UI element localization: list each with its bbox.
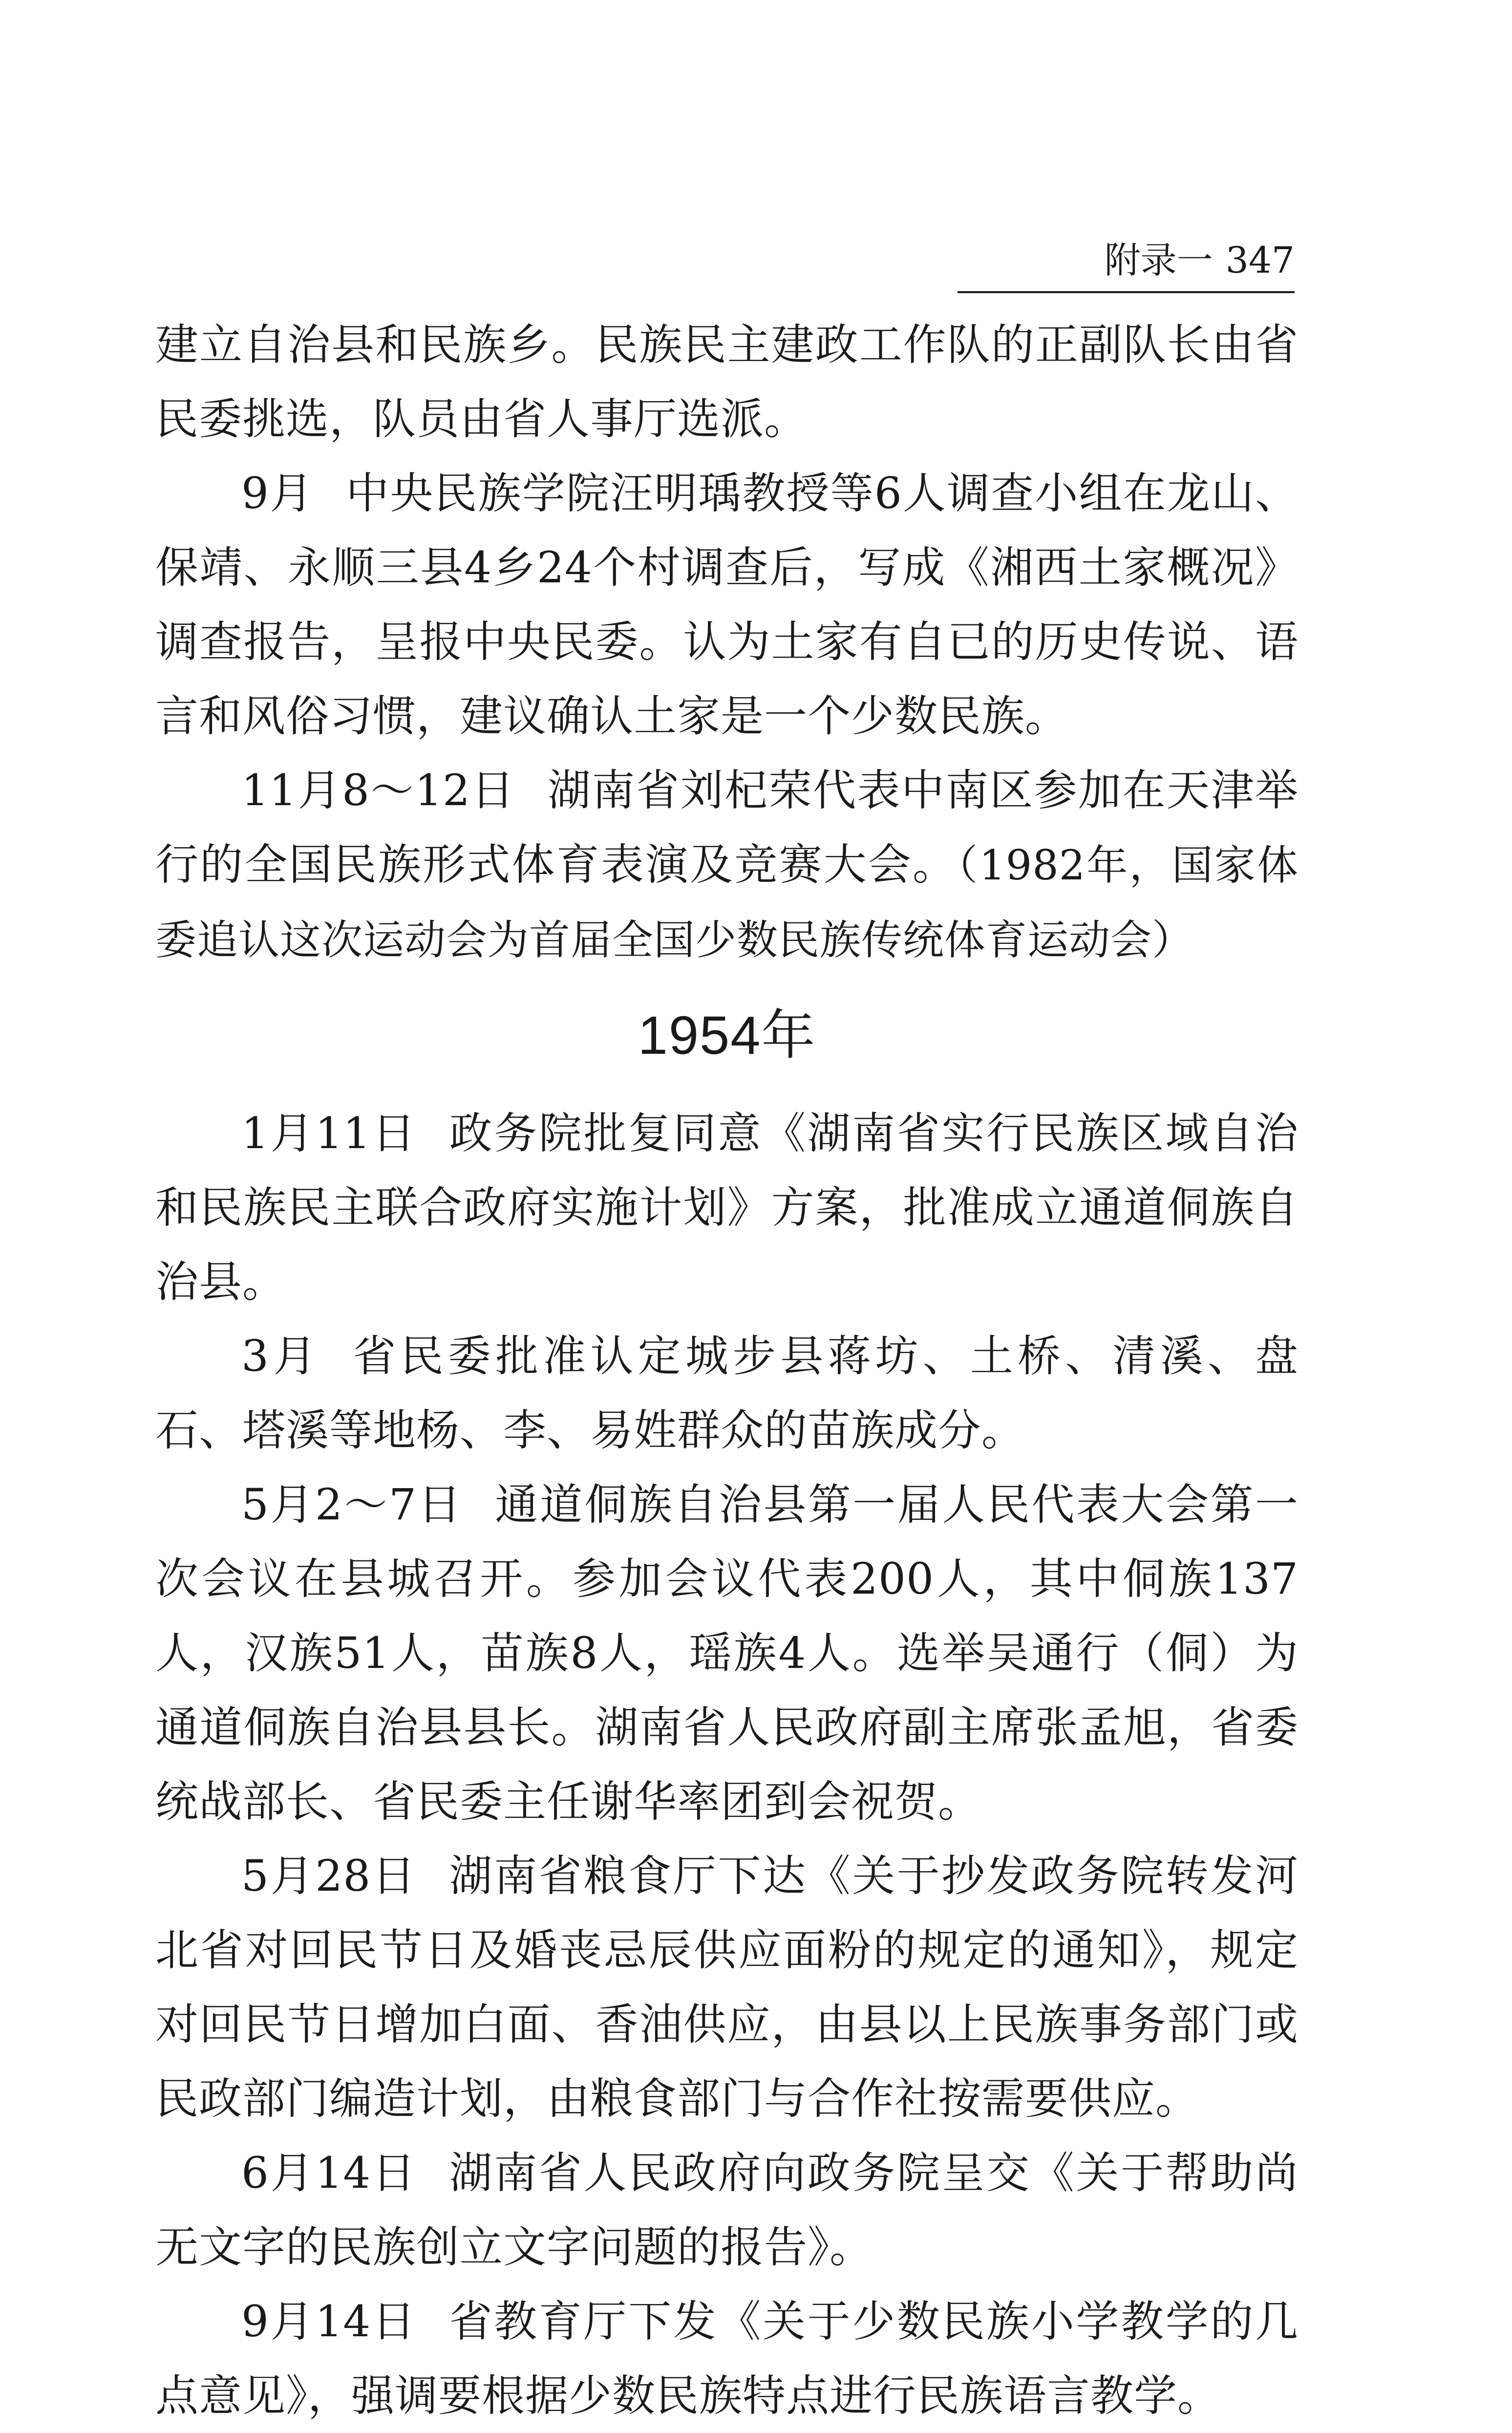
- entry-1954-sep: [155, 2284, 1299, 2433]
- entry-1954-jun: [155, 2136, 1299, 2284]
- entry-1954-may-2: [155, 1468, 1299, 1839]
- entry-date: 5月2～7日: [241, 1479, 463, 1530]
- body-text: [155, 308, 1299, 2433]
- entry-date: 3月: [241, 1331, 321, 1381]
- entry-date: 11月8～12日: [241, 765, 515, 815]
- entry-1953-sep: [155, 456, 1299, 753]
- entry-text: 中央民族学院汪明瑀教授等6人调查小组在龙山、保靖、永顺三县4乡24个村调查后，写成《湘西土家概况》调查报告，呈报中央民委。认为土家有自已的历史传说、语言和风俗习惯，建议确认土家是一个少数民族。: [155, 468, 1299, 741]
- entry-text: 湖南省刘杞荣代表中南区参加在天津举行的全国民族形式体育表演及竞赛大会。: [155, 765, 1299, 890]
- entry-1954-jan: [155, 1096, 1299, 1319]
- page-number: 347: [1225, 239, 1295, 281]
- entry-date: 6月14日: [241, 2148, 417, 2198]
- intro-paragraph: 建立自治县和民族乡。民族民主建政工作队的正副队长由省民委挑选，队员由省人事厅选派。: [155, 320, 1299, 444]
- entry-text: 省教育厅下发《关于少数民族小学教学的几点意见》，强调要根据少数民族特点进行民族语言教学。: [155, 2296, 1299, 2421]
- entry-date: 5月28日: [241, 1851, 417, 1901]
- entry-date: 9月14日: [241, 2296, 417, 2347]
- entry-text: 省民委批准认定城步县蒋坊、土桥、清溪、盘石、塔溪等地杨、李、易姓群众的苗族成分。: [155, 1331, 1299, 1455]
- entry-text: 政务院批复同意《湖南省实行民族区域自治和民族民主联合政府实施计划》方案，批准成立通道侗族自治县。: [155, 1108, 1299, 1307]
- entry-text: 湖南省粮食厅下达《关于抄发政务院转发河北省对回民节日及婚丧忌辰供应面粉的规定的通知》，规定对回民节日增加白面、香油供应，由县以上民族事务部门或民政部门编造计划，由粮食部门与合作社按需要供应。: [155, 1851, 1299, 2124]
- entry-date: 1月11日: [241, 1108, 417, 1158]
- entry-1954-mar: [155, 1319, 1299, 1468]
- entry-text: 湖南省人民政府向政务院呈交《关于帮助尚无文字的民族创立文字问题的报告》。: [155, 2148, 1299, 2272]
- entry-1953-nov: [155, 753, 1299, 977]
- year-heading: 1954年: [638, 1005, 816, 1066]
- entry-1954-may-28: [155, 1839, 1299, 2136]
- entry-note: （1982年，国家体委追认这次运动会为首届全国少数民族传统体育运动会）: [155, 841, 1299, 964]
- entry-text: 通道侗族自治县第一届人民代表大会第一次会议在县城召开。参加会议代表200人，其中侗族137人，汉族51人，苗族8人，瑶族4人。选举吴通行（侗）为通道侗族自治县县长。湖南省人民政府副主席张孟旭，省委统战部长、省民委主任谢华率团到会祝贺。: [155, 1479, 1299, 1827]
- running-head: [958, 234, 1295, 293]
- entry-date: 9月: [241, 468, 314, 518]
- section-title: 附录一: [1104, 239, 1213, 281]
